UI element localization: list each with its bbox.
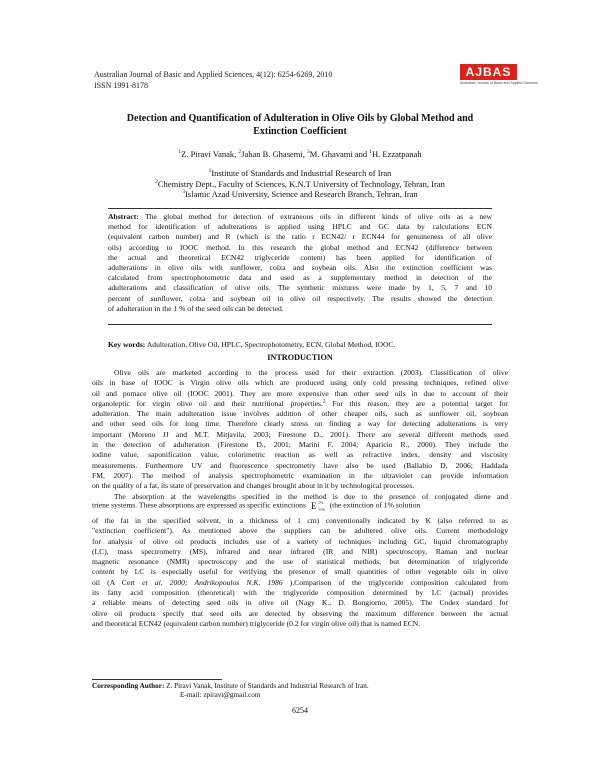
author-name: M. Ghavami and: [309, 149, 370, 159]
affiliation: [90, 179, 510, 190]
abstract-line: oils) according to IOOC method. In this research the global method and ECN42 (difference between: [108, 242, 492, 252]
body-line: for analysis of olive oil products includes use of a variety of techniques including GC, liquid chromatography: [92, 536, 508, 546]
abstract-bottom-rule: [108, 324, 492, 325]
affiliation-sup: 2: [155, 178, 158, 185]
body-line: of the fat in the specified solvent, in a thickness of 1 cm) conventionally indicated by K (also referred to as: [92, 516, 508, 525]
body-text: oil (A Cert: [92, 577, 143, 587]
author-affil-sup: 1: [178, 149, 182, 156]
body-line: FM, 2007). The method of analysis spectrophometric examination in the ultraviolet can provide information: [92, 470, 508, 480]
abstract-line: percent of sunflower, colza and soybean oil in olive oil respectively. The results showed the detection: [108, 293, 492, 303]
body-line: in the detection of adulteration (Firestone D., 2001; Marini F, 2004; Aparicio R., 2000). They include the: [92, 440, 508, 450]
body-text: ).Comparison of the triglyceride composition calculated from: [282, 577, 508, 587]
body-line: oils in base of IOOC is Virgin olive oils which are produced using only cold pressing techniques, refined olive: [92, 378, 508, 388]
journal-citation: Australian Journal of Basic and Applied Sciences, 4(12): 6254-6269, 2010: [94, 70, 333, 79]
body-line: adulteration. The main adulteration issue involves addition of other cheaper oils, such as sunflower oil, soybean: [92, 409, 508, 419]
abstract-label: Abstract:: [108, 212, 139, 221]
page-number: 6254: [292, 706, 308, 715]
body-line: and other seed oils for long time. Therefore clearly stress on finding a way for detecting adulterations is very: [92, 419, 508, 429]
author-name: H. Ezzatpanah: [372, 149, 422, 159]
abstract: [108, 212, 492, 314]
body-line: [92, 500, 508, 511]
body-line: Olive oils are marketed according to the process used for their extraction (2003). Classification of olive: [114, 368, 508, 377]
abstract-line: method for identification of adulterations is applied using HPLC and GC data by calculations ECN: [108, 222, 492, 232]
body-text: organoleptic for virgin olive oil and their nutritional properties.: [92, 398, 323, 408]
keywords-text: Adulteration, Olive Oil, HPLC, Spectrophotometry, ECN, Global Method, IOOC.: [145, 340, 396, 349]
affiliation-list: [90, 168, 510, 200]
body-line: olive oil products specify that seed oils are detected by observing the maximum difference between the actual: [92, 608, 508, 618]
body-line: oil and pomace olive oil (IOOC 2001). They are more expensive than other seed oils in due to account of their: [92, 388, 508, 398]
affiliation-text: Chemistry Dept., Faculty of Sciences, K.N.T University of Technology, Tehran, Iran: [157, 178, 445, 189]
journal-logo: AJBAS: [460, 64, 517, 80]
abstract-line: adulterations in olive oils with sunflower, colza and soybean oils. Also the extinction coefficient was: [108, 263, 492, 273]
body-line: [92, 399, 508, 409]
affiliation-sup: 1: [208, 168, 212, 175]
affiliation: [90, 189, 510, 200]
author-list: [90, 149, 510, 160]
keywords: [108, 340, 395, 350]
affiliation-sup: 3: [182, 189, 186, 196]
extinction-symbol: [310, 500, 328, 511]
body-line: a reliable means of detecting seed oils in olive oil (Nagy K., D. Bongiorno, 2005). The Codex standard for: [92, 598, 508, 608]
affiliation: [90, 168, 510, 179]
author-affil-sup: 1: [369, 149, 373, 156]
body-line: important (Moreno JJ and M.T. Mitjavila, 2003; Firestone D., 2001). There are several different methods used: [92, 429, 508, 439]
body-line: measurements. Furthermore UV and fluorescence spectrometry have also be used (Ballabio D, 2006; Haddada: [92, 460, 508, 470]
body-line: iodine value, saponification value, colorimetric reaction as well as refractive index, density and viscosity: [92, 450, 508, 460]
abstract-text: The global method for detection of extraneous oils in different kinds of olive oils as a new: [138, 212, 492, 221]
intro-paragraph-3: [92, 516, 508, 629]
paper-title: [100, 112, 500, 138]
body-line: its fatty acid composition (theoretical) with the triglyceride composition determined by LC (actual) provides: [92, 588, 508, 598]
corr-email: E-mail: zpiravi@gmail.com: [180, 691, 261, 699]
abstract-line: the actual and theoretical ECN42 triglyceride content) has been applied for identification of: [108, 252, 492, 262]
abstract-line: [108, 212, 492, 222]
abstract-line: (equivalent carbon number) and R (which is the ratio r ECN42/ r ECN44 for genuineness of all olive: [108, 232, 492, 242]
corr-label: Corresponding Author:: [92, 682, 165, 690]
journal-header: [94, 69, 332, 91]
body-line: The absorption at the wavelengths specified in the method is due to the presence of conjugated diene and: [114, 491, 508, 501]
body-line: magnetic resonance (NMR) spectroscopy and the use of statistical methods, but determination of triglyceride: [92, 557, 508, 567]
keywords-label: Key words:: [108, 340, 146, 349]
body-line: on the quality of a fat, its state of preservation and changes brought about in it by technological processes.: [92, 481, 415, 491]
body-line: and theoretical ECN42 (equivalent carbon number) triglyceride (0.2 for virgin olive oil) that is named ECN.: [92, 618, 421, 628]
section-heading: INTRODUCTION: [267, 353, 333, 362]
ext-symbol-letter: E: [310, 501, 317, 511]
author-name: Jahan B. Ghasemi,: [241, 149, 308, 159]
citation-sup: 2: [322, 398, 326, 405]
intro-paragraph-1: [92, 368, 508, 502]
citation-italic: et al, 2000; Andrikopoulos N.K, 1986: [142, 577, 283, 587]
ext-symbol-sub: 1cm: [317, 506, 325, 511]
body-text: (the extinction of 1% solution: [327, 500, 421, 510]
body-text: For this reason, they are a potential target for: [325, 398, 508, 408]
ext-symbol-sup: 1%: [317, 500, 324, 505]
body-line: "extinction coefficient"). As mentioned above the suppliers can be adultered olive oils. Current methodology: [92, 526, 508, 536]
abstract-top-rule: [108, 208, 492, 209]
title-line: Detection and Quantification of Adulteration in Olive Oils by Global Method and: [126, 113, 474, 124]
abstract-line: of adulteration in the 1 % of the seed oils can be detected.: [108, 303, 284, 313]
affiliation-text: Institute of Standards and Industrial Research of Iran: [211, 168, 392, 178]
journal-logo-subtitle: Australian Journal of Basic and Applied Sciences: [460, 81, 538, 85]
body-text: triene systems. These absorptions are expressed as specific extinctions: [92, 500, 306, 510]
corr-text: Z. Piravi Vanak, Institute of Standards and Industrial Research of Iran.: [164, 682, 369, 690]
author-affil-sup: 2: [238, 149, 242, 156]
abstract-line: adulterations and classification of olive oils. The synthetic mixtures were made by 1, 5, 7 and 10: [108, 283, 492, 293]
body-line: [92, 578, 508, 588]
intro-paragraph-2: [92, 500, 508, 511]
author-name: Z. Piravi Vanak,: [181, 149, 239, 159]
author-affil-sup: 3: [307, 149, 310, 156]
footnote-rule: [92, 679, 222, 680]
body-line: (LC), mass spectrometry (MS), infrared and near infrared (IR and NIR) spectroscopy, Raman and nuclear: [92, 546, 508, 556]
title-line: Extinction Coefficient: [253, 126, 347, 137]
journal-issn: ISSN 1991-8178: [94, 81, 149, 90]
body-line: content by LC is especially useful for verifying the presence of small quantities of other vegetable oils in olive: [92, 567, 508, 577]
abstract-line: calculated from spectrophotometric data and used as a supplementary method in detection of the: [108, 273, 492, 283]
affiliation-text: Islamic Azad University, Science and Research Branch, Tehran, Iran: [185, 189, 418, 199]
